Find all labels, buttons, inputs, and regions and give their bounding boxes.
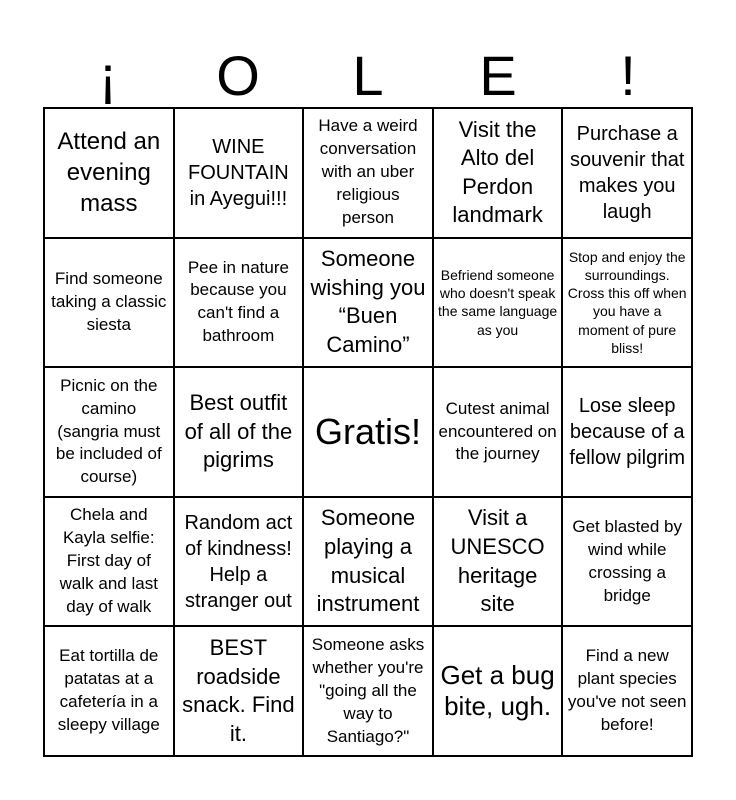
title-letter: O	[216, 44, 260, 107]
bingo-cell[interactable]: Find someone taking a classic siesta	[44, 238, 174, 368]
bingo-cell[interactable]: Befriend someone who doesn't speak the same language as you	[433, 238, 563, 368]
bingo-cell[interactable]: Get blasted by wind while crossing a bridge	[562, 497, 692, 627]
bingo-cell[interactable]: Visit a UNESCO heritage site	[433, 497, 563, 627]
bingo-cell[interactable]: Get a bug bite, ugh.	[433, 626, 563, 756]
bingo-cell[interactable]: Have a weird conversation with an uber religious person	[303, 108, 433, 238]
bingo-cell[interactable]: Pee in nature because you can't find a bathroom	[174, 238, 304, 368]
bingo-cell[interactable]: Best outfit of all of the pigrims	[174, 367, 304, 497]
bingo-cell[interactable]: Find a new plant species you've not seen before!	[562, 626, 692, 756]
bingo-cell[interactable]: BEST roadside snack. Find it.	[174, 626, 304, 756]
bingo-cell[interactable]: Cutest animal encountered on the journey	[433, 367, 563, 497]
bingo-cell[interactable]: Someone playing a musical instrument	[303, 497, 433, 627]
title-letter: ¡	[98, 44, 118, 107]
bingo-card-grid	[43, 107, 693, 757]
bingo-cell[interactable]: Lose sleep because of a fellow pilgrim	[562, 367, 692, 497]
free-space[interactable]: Gratis!	[303, 367, 433, 497]
bingo-cell[interactable]: Someone wishing you “Buen Camino”	[303, 238, 433, 368]
bingo-title	[43, 44, 693, 108]
bingo-cell[interactable]: WINE FOUNTAIN in Ayegui!!!	[174, 108, 304, 238]
bingo-cell[interactable]: Eat tortilla de patatas at a cafetería in a sleepy village	[44, 626, 174, 756]
bingo-cell[interactable]: Random act of kindness! Help a stranger out	[174, 497, 304, 627]
bingo-cell[interactable]: Attend an evening mass	[44, 108, 174, 238]
bingo-cell[interactable]: Someone asks whether you're "going all the way to Santiago?"	[303, 626, 433, 756]
bingo-cell[interactable]: Purchase a souvenir that makes you laugh	[562, 108, 692, 238]
bingo-cell[interactable]: Visit the Alto del Perdon landmark	[433, 108, 563, 238]
title-letter: E	[479, 44, 517, 107]
title-letter: L	[352, 44, 384, 107]
bingo-cell[interactable]: Chela and Kayla selfie: First day of walk and last day of walk	[44, 497, 174, 627]
bingo-cell[interactable]: Picnic on the camino (sangria must be included of course)	[44, 367, 174, 497]
title-letter: !	[620, 44, 636, 107]
bingo-cell[interactable]: Stop and enjoy the surroundings. Cross this off when you have a moment of pure bliss!	[562, 238, 692, 368]
